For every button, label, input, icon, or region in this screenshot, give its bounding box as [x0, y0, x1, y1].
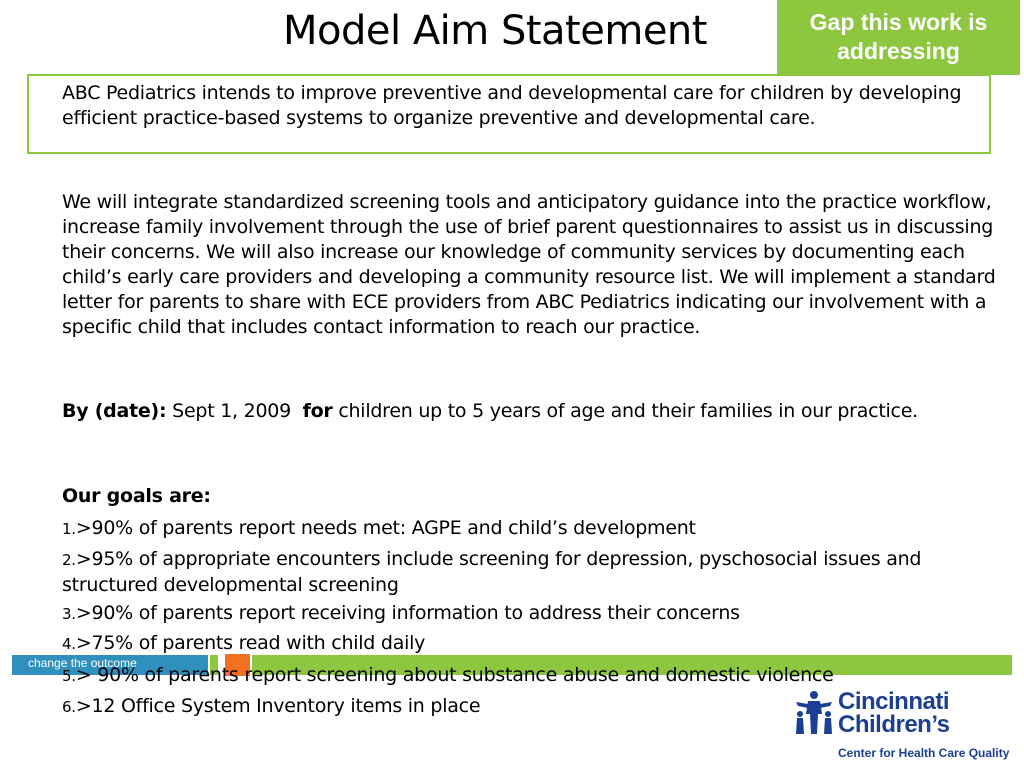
goal-text: >12 Office System Inventory items in place	[75, 695, 481, 717]
by-date-value: Sept 1, 2009	[172, 400, 291, 422]
slide-title: Model Aim Statement	[283, 8, 707, 54]
logo-line-2: Children’s	[838, 711, 950, 738]
goal-item	[62, 601, 1012, 627]
cincinnati-childrens-logo	[790, 688, 1010, 768]
aim-statement-text: ABC Pediatrics intends to improve preventive and developmental care for children by developing efficient practice-based systems to organize preventive and developmental care.	[62, 82, 962, 129]
goal-number: 5.	[62, 667, 76, 685]
tagline: change the outcome	[28, 656, 137, 670]
logo-line-1: Cincinnati	[838, 688, 950, 715]
for-label: for	[302, 400, 333, 422]
logo-wordmark	[838, 690, 949, 736]
goal-number: 2.	[62, 551, 76, 569]
gap-callout: Gap this work is addressing	[777, 0, 1020, 75]
goal-item	[62, 547, 1012, 598]
goal-text: >95% of appropriate encounters include screening for depression, pyschosocial issues and structured developmental screening	[62, 548, 922, 596]
goal-item	[62, 516, 1012, 542]
population-text: children up to 5 years of age and their families in our practice.	[338, 400, 918, 422]
timeline-paragraph	[62, 399, 1012, 424]
goal-item	[62, 631, 1012, 657]
goal-text: >90% of parents report needs met: AGPE and child’s development	[75, 517, 696, 539]
goal-text: > 90% of parents report screening about substance abuse and domestic violence	[75, 664, 834, 686]
goal-item	[62, 663, 1012, 689]
goal-text: >90% of parents report receiving information to address their concerns	[75, 602, 740, 624]
goal-number: 3.	[62, 605, 76, 623]
goal-number: 4.	[62, 635, 76, 653]
by-date-label: By (date):	[62, 400, 167, 422]
plan-paragraph: We will integrate standardized screening tools and anticipatory guidance into the practice workflow, increase family involvement through the use of brief parent questionnaires to assist us in discussing their concerns. We will also increase our knowledge of community services by documenting each child’s early care providers and developing a community resource list. We will implement a standard letter for parents to share with ECE providers from ABC Pediatrics indicating our involvement with a specific child that includes contact information to reach our practice.	[62, 191, 996, 338]
logo-subtitle: Center for Health Care Quality	[838, 746, 1010, 760]
goal-text: >75% of parents read with child daily	[75, 632, 426, 654]
goal-number: 6.	[62, 698, 76, 716]
goals-heading: Our goals are:	[62, 485, 211, 507]
children-figure-logo-icon	[792, 690, 836, 738]
goal-number: 1.	[62, 520, 76, 538]
